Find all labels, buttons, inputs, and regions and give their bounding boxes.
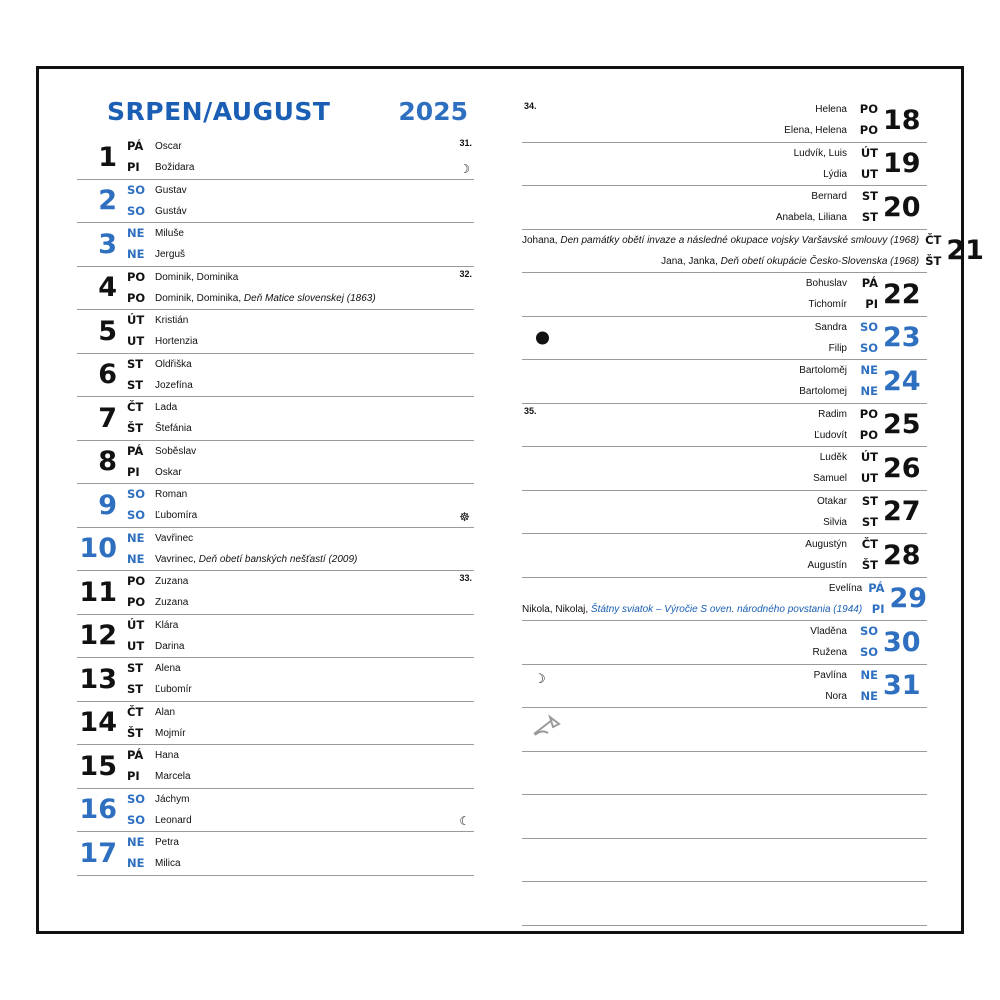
- day-number: 27: [883, 496, 921, 528]
- pen-icon: [532, 714, 562, 745]
- weekday-abbrev-group: [121, 310, 155, 353]
- weekday-abbrev: UT: [860, 166, 878, 181]
- nameday-group: [155, 832, 474, 875]
- day-row[interactable]: [522, 491, 927, 535]
- nameday-group: [155, 571, 474, 614]
- weekday-abbrev: NE: [860, 688, 878, 703]
- day-number: 28: [883, 539, 921, 571]
- day-number: 14: [79, 707, 117, 739]
- nameday-text: Ľubomír: [155, 684, 192, 696]
- weekday-abbrev: PO: [127, 595, 146, 610]
- nameday-text: Alan: [155, 706, 176, 718]
- weekday-abbrev-group: [121, 571, 155, 614]
- weekday-abbrev: ČT: [861, 537, 878, 552]
- weekday-abbrev-group: [853, 621, 883, 664]
- nameday-text: Evelína: [828, 582, 863, 594]
- weekday-abbrev: ÚT: [860, 450, 878, 465]
- weekday-abbrev: ST: [861, 210, 878, 225]
- nameday-text: Ludvík, Luis: [793, 147, 847, 159]
- nameday-text: Dominik, Dominika, Deň Matice slovenskej (1863): [155, 292, 376, 304]
- moon-phase-icon: ☽: [534, 670, 546, 686]
- nameday-group: [522, 273, 853, 316]
- weekday-abbrev: SO: [127, 203, 146, 218]
- nameday-group: [155, 615, 474, 658]
- nameday-text: Ľubomíra: [155, 510, 198, 522]
- day-row[interactable]: [77, 223, 474, 267]
- day-number: 20: [883, 191, 921, 223]
- day-row[interactable]: [522, 99, 927, 143]
- weekday-abbrev: PÁ: [127, 748, 144, 763]
- day-row[interactable]: [77, 832, 474, 876]
- day-number: 18: [883, 104, 921, 136]
- nameday-group: [522, 534, 853, 577]
- day-row[interactable]: [522, 273, 927, 317]
- nameday-text: Bernard: [811, 191, 847, 203]
- weekday-abbrev: ŠT: [925, 253, 942, 268]
- nameday-group: [155, 310, 474, 353]
- weekday-abbrev: PO: [859, 123, 878, 138]
- weekday-abbrev-group: [853, 665, 883, 708]
- nameday-text: Sandra: [814, 321, 847, 333]
- nameday-text: Zuzana: [155, 576, 189, 588]
- weekday-abbrev: PI: [127, 464, 140, 479]
- weekday-abbrev-group: [853, 491, 883, 534]
- nameday-text: Nora: [825, 690, 847, 702]
- nameday-text: Pavlína: [813, 669, 847, 681]
- weekday-abbrev-group: [925, 230, 946, 273]
- left-day-list: [77, 136, 474, 876]
- nameday-text: Darina: [155, 640, 185, 652]
- nameday-text: Silvia: [823, 516, 847, 528]
- nameday-text: Gustav: [155, 184, 187, 196]
- day-row[interactable]: [77, 528, 474, 572]
- weekday-abbrev: NE: [127, 856, 145, 871]
- nameday-text: Hortenzia: [155, 336, 198, 348]
- weekday-abbrev: ST: [861, 493, 878, 508]
- day-number: 19: [883, 148, 921, 180]
- nameday-group: [155, 180, 474, 223]
- day-row[interactable]: [77, 658, 474, 702]
- weekday-abbrev: SO: [859, 319, 878, 334]
- day-number: 11: [79, 576, 117, 608]
- nameday-group: [522, 447, 853, 490]
- weekday-abbrev: SO: [127, 812, 146, 827]
- weekday-abbrev: NE: [860, 384, 878, 399]
- day-number: 7: [98, 402, 117, 434]
- weekday-abbrev-group: [121, 789, 155, 832]
- weekday-abbrev: SO: [127, 508, 146, 523]
- day-row[interactable]: [77, 180, 474, 224]
- nameday-text: Helena: [815, 104, 847, 116]
- nameday-text: Marcela: [155, 771, 191, 783]
- weekday-abbrev: NE: [127, 551, 145, 566]
- weekday-abbrev-group: [121, 441, 155, 484]
- weekday-abbrev: SO: [859, 624, 878, 639]
- weekday-abbrev: ČT: [925, 232, 942, 247]
- weekday-abbrev: PI: [865, 297, 878, 312]
- nameday-text: Filip: [828, 342, 847, 354]
- nameday-text: Lada: [155, 402, 178, 414]
- weekday-abbrev: ST: [127, 377, 144, 392]
- diary-page-spread: [36, 66, 984, 934]
- weekday-abbrev: PI: [127, 769, 140, 784]
- weekday-abbrev-group: [121, 354, 155, 397]
- nameday-text: Ružena: [812, 647, 847, 659]
- weekday-abbrev-group: [853, 273, 883, 316]
- nameday-group: [522, 578, 868, 621]
- nameday-text: Gustáv: [155, 205, 187, 217]
- day-number: 29: [889, 583, 928, 615]
- weekday-abbrev: NE: [127, 247, 145, 262]
- weekday-abbrev: SO: [127, 182, 146, 197]
- nameday-text: Anabela, Liliana: [775, 212, 847, 224]
- day-row[interactable]: [77, 354, 474, 398]
- nameday-text: Samuel: [813, 473, 847, 485]
- year-label: 2025: [398, 97, 468, 126]
- weekday-abbrev-group: [121, 615, 155, 658]
- nameday-text: Soběslav: [155, 445, 197, 457]
- day-number: 10: [79, 533, 117, 565]
- day-row[interactable]: [522, 404, 927, 448]
- weekday-abbrev: ČT: [127, 704, 144, 719]
- day-number: 4: [98, 272, 117, 304]
- nameday-text: Oskar: [155, 466, 182, 478]
- day-row[interactable]: [77, 615, 474, 659]
- weekday-abbrev: ST: [127, 356, 144, 371]
- day-number: 13: [79, 663, 117, 695]
- nameday-text: Božidara: [155, 162, 195, 174]
- nameday-text: Augustín: [807, 560, 847, 572]
- weekday-abbrev-group: [121, 745, 155, 788]
- weekday-abbrev-group: [121, 267, 155, 310]
- note-line[interactable]: [522, 752, 927, 796]
- week-number: 31.: [459, 138, 472, 148]
- weekday-abbrev: PÁ: [861, 276, 878, 291]
- day-number: 15: [79, 750, 117, 782]
- weekday-abbrev: ST: [127, 661, 144, 676]
- moon-phase-icon: ☾: [459, 814, 470, 828]
- notes-area[interactable]: [522, 708, 927, 926]
- weekday-abbrev: PÁ: [127, 139, 144, 154]
- weekday-abbrev-group: [853, 360, 883, 403]
- day-row[interactable]: [522, 360, 927, 404]
- day-number: 6: [98, 359, 117, 391]
- day-row[interactable]: [77, 136, 474, 180]
- day-row[interactable]: [77, 310, 474, 354]
- nameday-text: Vavrinec, Deň obetí banských nešťastí (2009): [155, 553, 358, 565]
- nameday-text: Tichomír: [808, 299, 847, 311]
- day-row[interactable]: [77, 484, 474, 528]
- nameday-text: Mojmír: [155, 727, 186, 739]
- nameday-text: Milica: [155, 858, 181, 870]
- day-number: 3: [98, 228, 117, 260]
- nameday-group: [522, 665, 853, 708]
- weekday-abbrev: PO: [859, 102, 878, 117]
- weekday-abbrev-group: [121, 832, 155, 875]
- weekday-abbrev: ŠT: [127, 421, 144, 436]
- weekday-abbrev: PO: [859, 406, 878, 421]
- weekday-abbrev: ÚT: [127, 313, 145, 328]
- day-number: 31: [883, 670, 921, 702]
- weekday-abbrev: NE: [127, 530, 145, 545]
- day-number: 24: [883, 365, 921, 397]
- day-number: 17: [79, 837, 117, 869]
- nameday-text: Jozefína: [155, 379, 193, 391]
- nameday-group: [522, 317, 853, 360]
- weekday-abbrev: PO: [859, 427, 878, 442]
- weekday-abbrev-group: [868, 578, 889, 621]
- weekday-abbrev: ST: [861, 189, 878, 204]
- nameday-group: [155, 528, 474, 571]
- weekday-abbrev-group: [853, 186, 883, 229]
- weekday-abbrev: PO: [127, 574, 146, 589]
- nameday-text: Jana, Janka, Deň obetí okupácie Česko-Slovenska (1968): [661, 255, 920, 267]
- nameday-text: Luděk: [819, 452, 847, 464]
- nameday-text: Johana, Den památky obětí invaze a následné okupace vojsky Varšavské smlouvy (1968): [522, 234, 920, 246]
- day-number: 26: [883, 452, 921, 484]
- weekday-abbrev: ÚT: [860, 145, 878, 160]
- weekday-abbrev: ST: [861, 514, 878, 529]
- day-number: 8: [98, 446, 117, 478]
- week-number: 33.: [459, 573, 472, 583]
- weekday-abbrev: PÁ: [868, 580, 885, 595]
- day-row[interactable]: [77, 702, 474, 746]
- weekday-abbrev: NE: [127, 226, 145, 241]
- nameday-group: [522, 143, 853, 186]
- day-number: 5: [98, 315, 117, 347]
- day-number: 30: [883, 626, 921, 658]
- nameday-text: Elena, Helena: [784, 125, 847, 137]
- nameday-group: [155, 484, 474, 527]
- weekday-abbrev-group: [853, 447, 883, 490]
- weekday-abbrev: NE: [860, 667, 878, 682]
- weekday-abbrev: ŠT: [861, 558, 878, 573]
- nameday-text: Jáchym: [155, 793, 190, 805]
- nameday-text: Alena: [155, 663, 181, 675]
- day-number: 1: [98, 141, 117, 173]
- nameday-text: Vavřinec: [155, 532, 194, 544]
- nameday-text: Klára: [155, 619, 179, 631]
- nameday-group: [522, 404, 853, 447]
- moon-phase-icon: ☸: [459, 509, 470, 524]
- note-line[interactable]: [522, 882, 927, 926]
- nameday-text: Radim: [818, 408, 847, 420]
- nameday-text: Petra: [155, 837, 179, 849]
- day-row[interactable]: [522, 621, 927, 665]
- weekday-abbrev-group: [121, 702, 155, 745]
- weekday-abbrev-group: [853, 143, 883, 186]
- nameday-group: [155, 267, 474, 310]
- day-row[interactable]: [77, 397, 474, 441]
- left-page: [39, 69, 500, 931]
- weekday-abbrev: PÁ: [127, 443, 144, 458]
- nameday-text: Dominik, Dominika: [155, 271, 239, 283]
- weekday-abbrev: PI: [127, 160, 140, 175]
- weekday-abbrev: NE: [127, 835, 145, 850]
- day-number: 16: [79, 794, 117, 826]
- nameday-text: Otakar: [816, 495, 847, 507]
- nameday-text: Zuzana: [155, 597, 189, 609]
- day-number: 12: [79, 620, 117, 652]
- day-row[interactable]: [522, 578, 927, 622]
- day-row[interactable]: [522, 186, 927, 230]
- nameday-text: Leonard: [155, 814, 192, 826]
- weekday-abbrev-group: [121, 658, 155, 701]
- nameday-text: Ľudovít: [814, 429, 847, 441]
- weekday-abbrev: PO: [127, 290, 146, 305]
- note-line[interactable]: [522, 839, 927, 883]
- weekday-abbrev-group: [853, 404, 883, 447]
- page-title: SRPEN/AUGUST: [107, 97, 331, 126]
- note-line[interactable]: [522, 795, 927, 839]
- day-row[interactable]: [77, 441, 474, 485]
- nameday-group: [522, 621, 853, 664]
- nameday-group: [155, 136, 474, 179]
- nameday-text: Bohuslav: [805, 278, 847, 290]
- weekday-abbrev: SO: [127, 791, 146, 806]
- weekday-abbrev: SO: [127, 487, 146, 502]
- day-row[interactable]: [522, 317, 927, 361]
- day-row[interactable]: [522, 143, 927, 187]
- right-day-list: [522, 99, 984, 708]
- weekday-abbrev: UT: [127, 334, 145, 349]
- nameday-group: [155, 702, 474, 745]
- day-number: 21: [946, 235, 984, 267]
- day-number: 2: [98, 185, 117, 217]
- weekday-abbrev: PI: [871, 601, 885, 616]
- weekday-abbrev: SO: [859, 645, 878, 660]
- weekday-abbrev: PO: [127, 269, 146, 284]
- right-page: [500, 69, 984, 931]
- nameday-text: Oldřiška: [155, 358, 192, 370]
- day-number: 22: [883, 278, 921, 310]
- nameday-text: Augustýn: [805, 539, 847, 551]
- day-row[interactable]: [522, 534, 927, 578]
- weekday-abbrev: UT: [127, 638, 145, 653]
- nameday-text: Oscar: [155, 141, 182, 153]
- day-row[interactable]: [77, 267, 474, 311]
- nameday-text: Štefánia: [155, 423, 192, 435]
- weekday-abbrev: ŠT: [127, 725, 144, 740]
- weekday-abbrev-group: [121, 528, 155, 571]
- nameday-group: [155, 745, 474, 788]
- weekday-abbrev: ÚT: [127, 617, 145, 632]
- nameday-text: Bartolomej: [799, 386, 847, 398]
- day-row[interactable]: [77, 745, 474, 789]
- nameday-text: Roman: [155, 489, 188, 501]
- nameday-group: [155, 223, 474, 266]
- nameday-group: [522, 99, 853, 142]
- weekday-abbrev: UT: [860, 471, 878, 486]
- weekday-abbrev-group: [853, 317, 883, 360]
- nameday-text: Nikola, Nikolaj, Štátny sviatok – Výročie S oven. národného povstania (1944): [522, 603, 863, 615]
- note-line[interactable]: [522, 708, 927, 752]
- day-row[interactable]: [522, 447, 927, 491]
- week-number: 32.: [459, 268, 472, 279]
- day-number: 9: [98, 489, 117, 521]
- weekday-abbrev-group: [121, 223, 155, 266]
- day-row[interactable]: [522, 665, 927, 709]
- day-number: 23: [883, 322, 921, 354]
- nameday-group: [155, 789, 474, 832]
- moon-phase-icon: ☽: [459, 161, 470, 176]
- day-row[interactable]: [77, 571, 474, 615]
- nameday-text: Kristián: [155, 315, 189, 327]
- month-header: [77, 97, 474, 132]
- weekday-abbrev: ČT: [127, 400, 144, 415]
- new-moon-icon: [536, 331, 549, 344]
- weekday-abbrev-group: [121, 136, 155, 179]
- nameday-text: Miluše: [155, 228, 184, 240]
- nameday-group: [522, 360, 853, 403]
- weekday-abbrev-group: [121, 397, 155, 440]
- nameday-text: Hana: [155, 750, 179, 762]
- weekday-abbrev-group: [853, 99, 883, 142]
- nameday-text: Bartoloměj: [799, 365, 847, 377]
- week-number: 35.: [524, 405, 537, 416]
- nameday-text: Jerguš: [155, 249, 186, 261]
- day-number: 25: [883, 409, 921, 441]
- nameday-group: [522, 186, 853, 229]
- weekday-abbrev: ST: [127, 682, 144, 697]
- weekday-abbrev: NE: [860, 363, 878, 378]
- weekday-abbrev-group: [121, 484, 155, 527]
- weekday-abbrev: SO: [859, 340, 878, 355]
- nameday-text: Lýdia: [823, 168, 847, 180]
- weekday-abbrev-group: [121, 180, 155, 223]
- nameday-group: [155, 397, 474, 440]
- weekday-abbrev-group: [853, 534, 883, 577]
- nameday-group: [522, 491, 853, 534]
- nameday-group: [155, 354, 474, 397]
- day-row[interactable]: [77, 789, 474, 833]
- week-number: 34.: [524, 101, 537, 111]
- nameday-group: [155, 441, 474, 484]
- nameday-text: Vladěna: [810, 626, 847, 638]
- day-row[interactable]: [522, 230, 984, 274]
- nameday-group: [522, 230, 925, 273]
- nameday-group: [155, 658, 474, 701]
